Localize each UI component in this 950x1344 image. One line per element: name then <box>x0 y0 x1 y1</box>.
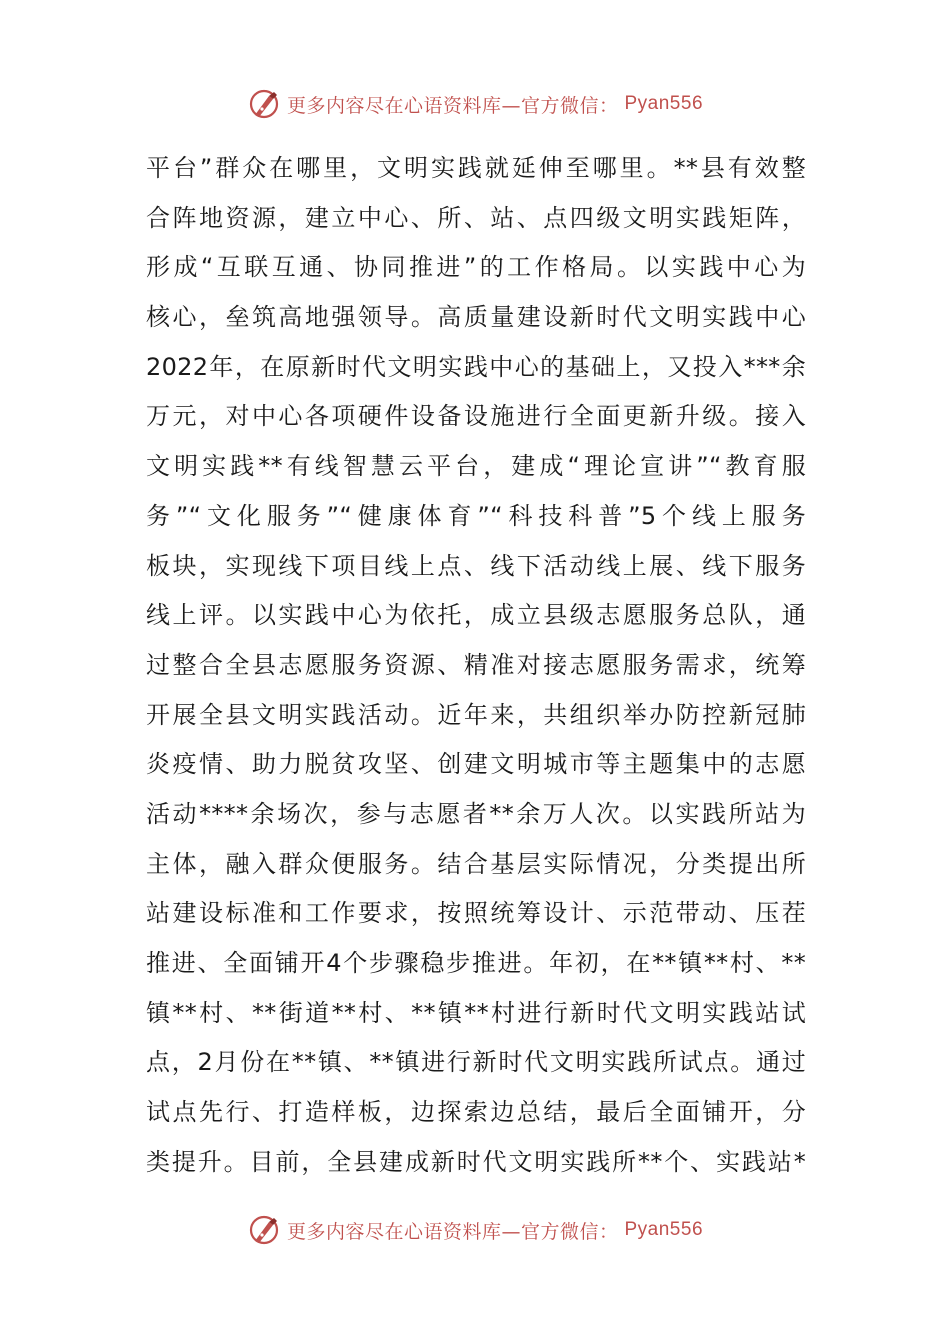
body-line: 合阵地资源，建立中心、所、站、点四级文明实践矩阵， <box>146 203 806 232</box>
body-line: 点，2月份在**镇、**镇进行新时代文明实践所试点。通过 <box>146 1048 806 1077</box>
header-banner-text: 更多内容尽在心语资料库—官方微信： <box>286 94 619 117</box>
body-line: 站建设标准和工作要求，按照统筹设计、示范带动、压茬 <box>146 899 806 928</box>
body-line: 万元，对中心各项硬件设备设施进行全面更新升级。接入 <box>146 402 806 431</box>
body-line: 2022年，在原新时代文明实践中心的基础上，又投入***余 <box>146 352 806 381</box>
body-line: 文明实践**有线智慧云平台，建成“理论宣讲”“教育服 <box>146 452 806 481</box>
body-line: 炎疫情、助力脱贫攻坚、创建文明城市等主题集中的志愿 <box>146 750 806 779</box>
header-banner <box>0 84 950 124</box>
body-line: 平台”群众在哪里，文明实践就延伸至哪里。**县有效整 <box>146 154 806 182</box>
body-line: 活动****余场次，参与志愿者**余万人次。以实践所站为 <box>146 799 806 828</box>
body-line: 类提升。目前，全县建成新时代文明实践所**个、实践站* <box>146 1147 806 1176</box>
pen-nib-logo-icon <box>247 87 281 121</box>
body-line: 推进、全面铺开4个步骤稳步推进。年初，在**镇**村、** <box>146 949 806 977</box>
body-text <box>146 144 806 1187</box>
body-line: 核心，垒筑高地强领导。高质量建设新时代文明实践中心 <box>146 303 806 332</box>
body-line: 试点先行、打造样板，边探索边总结，最后全面铺开，分 <box>146 1098 806 1127</box>
footer-wechat-id: Pyan556 <box>624 1219 704 1240</box>
body-line: 过整合全县志愿服务资源、精准对接志愿服务需求，统筹 <box>146 650 806 679</box>
body-line: 开展全县文明实践活动。近年来，共组织举办防控新冠肺 <box>146 700 806 729</box>
footer-banner <box>0 1210 950 1250</box>
header-wechat-id: Pyan556 <box>624 93 704 114</box>
body-line: 镇**村、**街道**村、**镇**村进行新时代文明实践站试 <box>146 998 806 1027</box>
body-line: 主体，融入群众便服务。结合基层实际情况，分类提出所 <box>146 849 806 878</box>
body-line: 务”“文化服务”“健康体育”“科技科普”5个线上服务 <box>146 501 806 530</box>
pen-nib-logo-icon <box>247 1213 281 1247</box>
body-line: 形成“互联互通、协同推进”的工作格局。以实践中心为 <box>146 253 806 282</box>
body-line: 线上评。以实践中心为依托，成立县级志愿服务总队，通 <box>146 601 806 630</box>
body-line: 板块，实现线下项目线上点、线下活动线上展、线下服务 <box>146 551 806 580</box>
footer-banner-text: 更多内容尽在心语资料库—官方微信： <box>286 1220 619 1243</box>
